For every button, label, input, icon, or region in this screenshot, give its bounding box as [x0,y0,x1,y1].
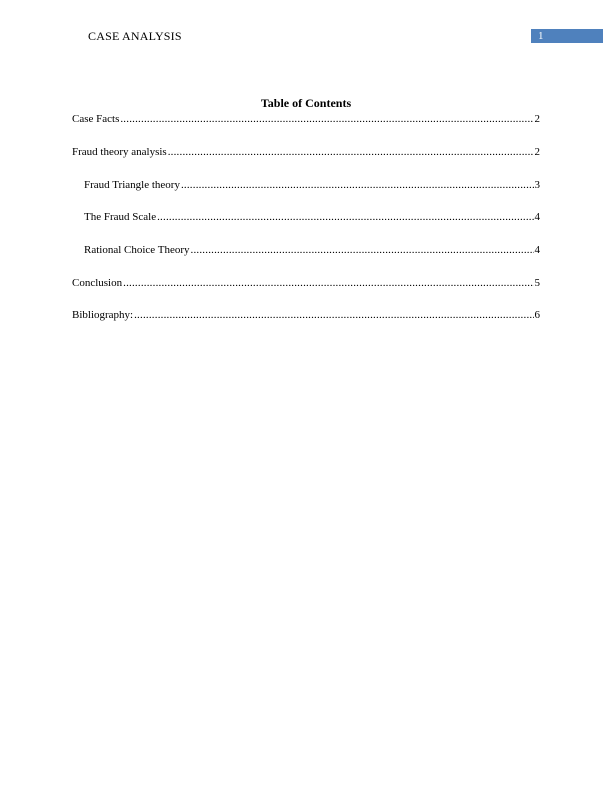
toc-entry-label: Bibliography: [72,309,134,321]
toc-entry-page: 5 [534,277,540,289]
toc-entry-page: 2 [534,113,540,125]
toc-entry-page: 4 [534,244,540,256]
toc-entry-the-fraud-scale[interactable] [84,210,540,224]
toc-entry-label: The Fraud Scale [84,211,157,223]
toc-entry-fraud-triangle-theory[interactable] [84,178,540,192]
toc-entry-fraud-theory-analysis[interactable] [72,145,540,159]
toc-entry-rational-choice-theory[interactable] [84,243,540,257]
toc-entry-label: Case Facts [72,113,120,125]
toc-entry-conclusion[interactable] [72,276,540,290]
toc-dot-leader [134,308,533,322]
toc-dot-leader [123,276,533,290]
page-number: 1 [531,29,603,43]
toc-entry-label: Conclusion [72,277,123,289]
toc-entry-page: 2 [534,146,540,158]
toc-entry-label: Rational Choice Theory [84,244,190,256]
toc-dot-leader [191,243,534,257]
header-title: CASE ANALYSIS [88,29,182,43]
toc-entry-page: 4 [534,211,540,223]
toc-dot-leader [157,210,533,224]
toc-entry-page: 3 [534,179,540,191]
toc-entry-label: Fraud Triangle theory [84,179,180,191]
toc-entry-label: Fraud theory analysis [72,146,167,158]
toc-entry-page: 6 [534,309,540,321]
toc-dot-leader [168,145,534,159]
toc-heading: Table of Contents [260,96,352,110]
toc-entry-bibliography[interactable] [72,308,540,322]
toc-dot-leader [120,112,533,126]
toc-dot-leader [181,178,534,192]
toc-entry-case-facts[interactable] [72,112,540,126]
